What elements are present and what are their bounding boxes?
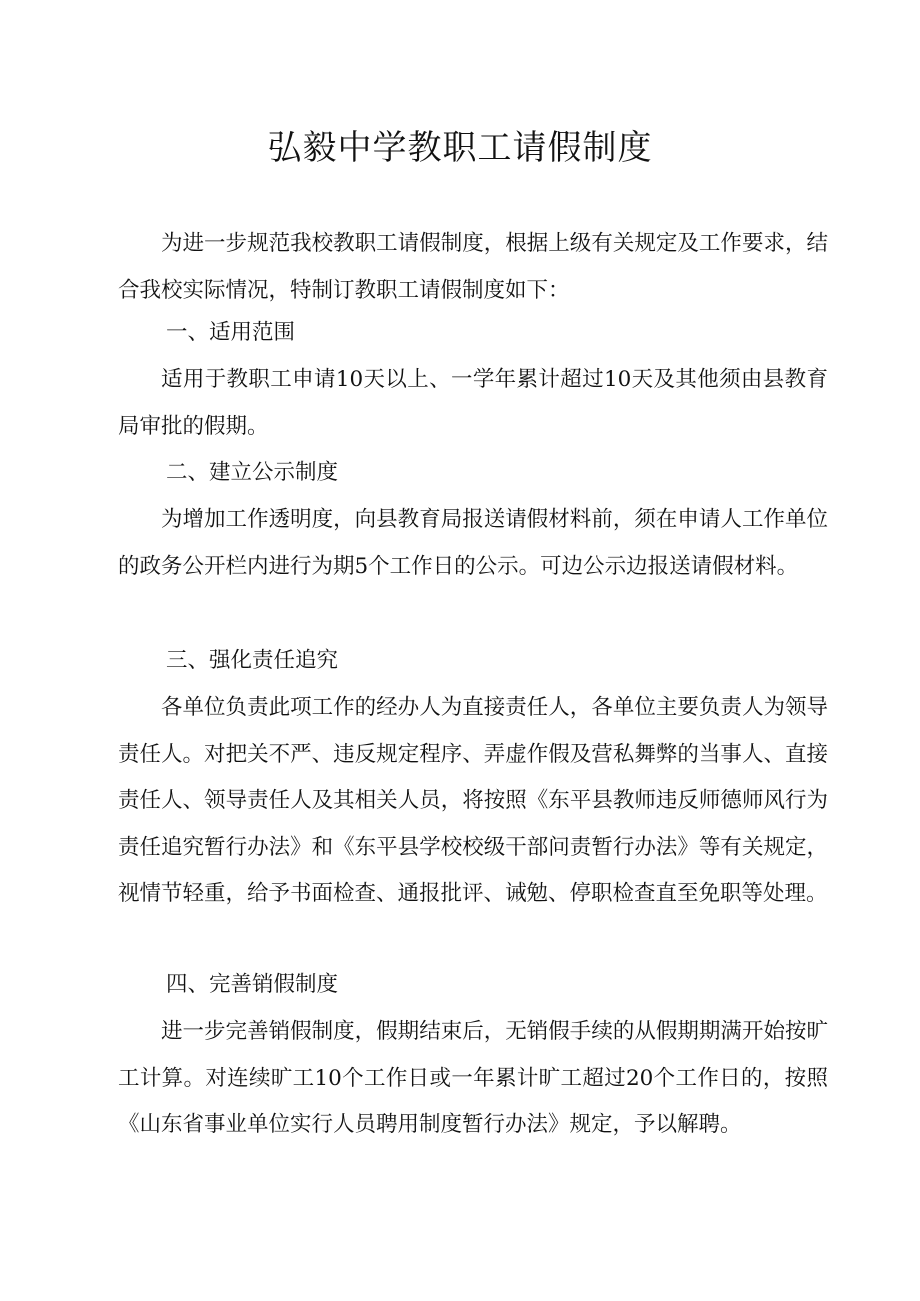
section-text-scope: 适用于教职工申请10天以上、一学年累计超过10天及其他须由县教育局审批的假期。 [118,367,828,439]
section-text-publicity: 为增加工作透明度，向县教育局报送请假材料前，须在申请人工作单位的政务公开栏内进行为期5个工作日的公示。可边公示边报送请假材料。 [118,507,828,579]
intro-paragraph: 为进一步规范我校教职工请假制度，根据上级有关规定及工作要求，结合我校实际情况，特制订教职工请假制度如下： [118,231,828,303]
section-text-accountability: 各单位负责此项工作的经办人为直接责任人，各单位主要负责人为领导责任人。对把关不严、违反规定程序、弄虚作假及营私舞弊的当事人、直接责任人、领导责任人及其相关人员，将按照《东平县教师违反师德师风行为责任追究暂行办法》和《东平县学校校级干部问责暂行办法》等有关规定，视情节轻重，给予书面检查、通报批评、诫勉、停职检查直至免职等处理。 [118,695,828,906]
section-heading-leave-cancellation: 四、完善销假制度 [166,972,339,997]
section-text-leave-cancellation: 进一步完善销假制度，假期结束后，无销假手续的从假期期满开始按旷工计算。对连续旷工10个工作日或一年累计旷工超过20个工作日的，按照《山东省事业单位实行人员聘用制度暂行办法》规定，予以解聘。 [118,1019,828,1137]
document-title: 弘毅中学教职工请假制度 [267,128,653,168]
section-heading-scope: 一、适用范围 [166,320,296,345]
section-heading-accountability: 三、强化责任追究 [166,648,339,673]
section-heading-publicity: 二、建立公示制度 [166,460,339,485]
